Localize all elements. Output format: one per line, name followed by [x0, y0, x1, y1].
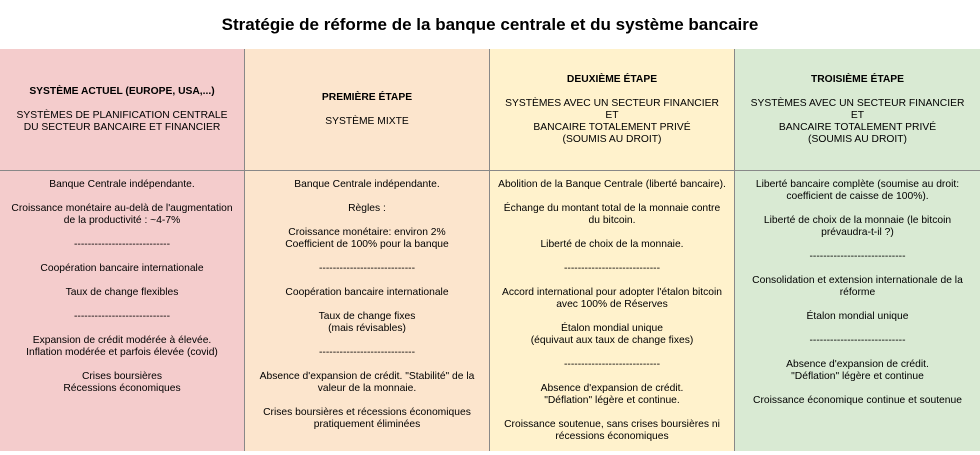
column-item: Banque Centrale indépendante.	[49, 179, 195, 190]
column-item: ----------------------------	[809, 251, 906, 262]
column-second-stage	[490, 49, 735, 451]
column-heading: SYSTÈME ACTUEL (EUROPE, USA,...)	[29, 85, 215, 97]
column-item: ----------------------------	[809, 335, 906, 346]
column-heading: TROISIÈME ÉTAPE	[810, 73, 905, 85]
column-subheading: SYSTÈME MIXTE	[325, 115, 409, 127]
column-item: Expansion de crédit modérée à élevée. Inflation modérée et parfois élevée (covid)	[26, 335, 218, 358]
column-item: Coopération bancaire internationale	[40, 263, 204, 274]
column-item: Liberté bancaire complète (soumise au droit: coefficient de caisse de 100%).	[755, 179, 960, 202]
column-item: Crises boursières et récessions économiques pratiquement éliminées	[263, 407, 471, 430]
column-subheading: SYSTÈMES AVEC UN SECTEUR FINANCIER ET BANCAIRE TOTALEMENT PRIVÉ (SOUMIS AU DROIT)	[750, 97, 965, 145]
column-heading: DEUXIÈME ÉTAPE	[566, 73, 658, 85]
column-subheading: SYSTÈMES AVEC UN SECTEUR FINANCIER ET BANCAIRE TOTALEMENT PRIVÉ (SOUMIS AU DROIT)	[505, 97, 719, 145]
column-item: Taux de change flexibles	[65, 287, 179, 298]
page-title: Stratégie de réforme de la banque centrale et du système bancaire	[0, 0, 980, 50]
column-header	[245, 49, 489, 171]
column-item: ----------------------------	[73, 239, 170, 250]
column-item: Absence d'expansion de crédit. "Déflation" légère et continue	[786, 359, 929, 382]
column-item: Étalon mondial unique (équivaut aux taux de change fixes)	[530, 323, 694, 346]
column-heading: PREMIÈRE ÉTAPE	[321, 91, 413, 103]
column-item: Liberté de choix de la monnaie.	[540, 239, 684, 250]
column-item: Banque Centrale indépendante.	[294, 179, 440, 190]
column-item: Accord international pour adopter l'étalon bitcoin avec 100% de Réserves	[501, 287, 723, 310]
column-header	[0, 49, 244, 171]
column-item: Étalon mondial unique	[806, 311, 909, 322]
column-item: Abolition de la Banque Centrale (liberté bancaire).	[498, 179, 726, 190]
column-item: Croissance économique continue et soutenue	[753, 395, 962, 406]
column-item: Liberté de choix de la monnaie (le bitcoin prévaudra-t-il ?)	[763, 215, 952, 238]
column-body	[0, 179, 244, 407]
column-item: Règles :	[348, 203, 386, 214]
column-body	[735, 179, 980, 419]
column-item: Consolidation et extension internationale de la réforme	[752, 275, 963, 298]
column-item: ----------------------------	[563, 263, 660, 274]
column-body	[490, 179, 734, 455]
column-item: Crises boursières Récessions économiques	[63, 371, 181, 394]
column-header	[735, 49, 980, 171]
column-header	[490, 49, 734, 171]
column-current-system	[0, 49, 245, 451]
column-item: Taux de change fixes (mais révisables)	[318, 311, 416, 334]
column-item: Croissance monétaire au-delà de l'augmentation de la productivité : ~4-7%	[11, 203, 233, 226]
column-item: Absence d'expansion de crédit. "Déflation" légère et continue.	[540, 383, 684, 406]
column-item: Croissance monétaire: environ 2% Coefficient de 100% pour la banque	[285, 227, 449, 250]
column-item: ----------------------------	[318, 347, 415, 358]
column-item: Échange du montant total de la monnaie contre du bitcoin.	[503, 203, 721, 226]
reform-table	[0, 49, 980, 451]
column-item: ----------------------------	[563, 359, 660, 370]
column-item: ----------------------------	[318, 263, 415, 274]
column-subheading: SYSTÈMES DE PLANIFICATION CENTRALE DU SECTEUR BANCAIRE ET FINANCIER	[16, 109, 228, 133]
column-item: Croissance soutenue, sans crises boursières ni récessions économiques	[504, 419, 720, 442]
column-body	[245, 179, 489, 443]
column-first-stage	[245, 49, 490, 451]
column-item: Absence d'expansion de crédit. "Stabilité" de la valeur de la monnaie.	[259, 371, 475, 394]
column-item: Coopération bancaire internationale	[285, 287, 449, 298]
column-third-stage	[735, 49, 980, 451]
column-item: ----------------------------	[73, 311, 170, 322]
